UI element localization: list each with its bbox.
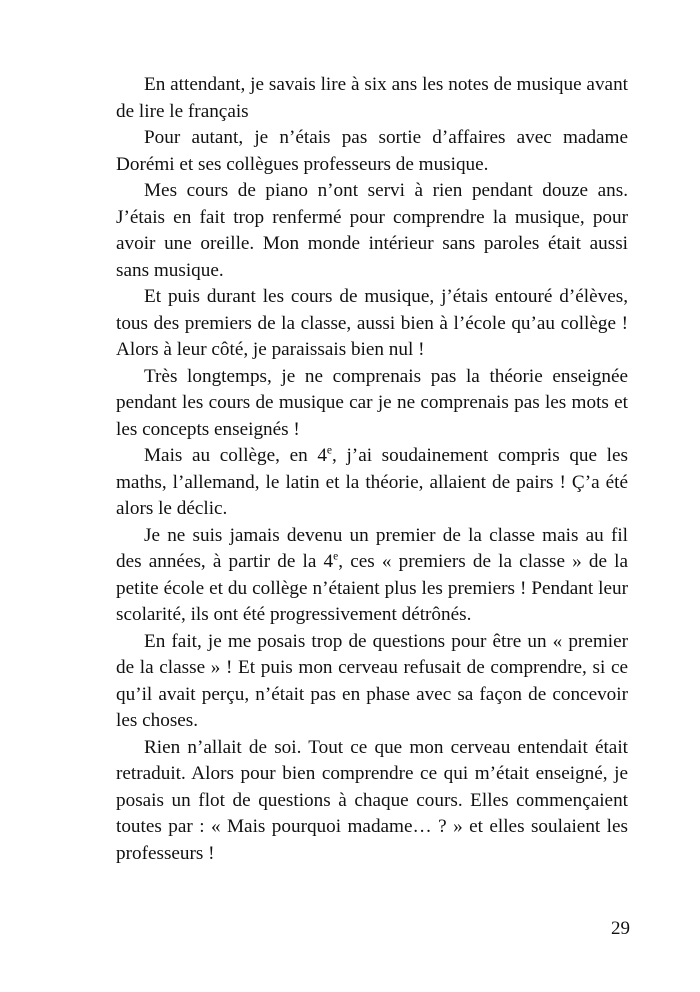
paragraph-7 <box>116 523 628 629</box>
paragraph-7-end: , ces « premiers de la classe » de la petite école et du collège n’étaient plus les premiers ! Pendant leur scolarité, ils ont été progressivement détrônés. <box>116 551 629 625</box>
paragraph-8: En fait, je me posais trop de questions pour être un « premier de la classe » ! Et puis mon cerveau refusait de comprendre, si ce qu’il avait perçu, n’était pas en phase avec sa façon de concevoir les choses. <box>116 630 628 731</box>
paragraph-4: Et puis durant les cours de musique, j’étais entouré d’élèves, tous des premiers de la classe, aussi bien à l’école qu’au collège ! Alors à leur côté, je paraissais bien nul ! <box>116 286 628 360</box>
paragraph-5: Très longtemps, je ne comprenais pas la théorie enseignée pendant les cours de musique car je ne comprenais pas les mots et les concepts enseignés ! <box>116 365 628 440</box>
ordinal-superscript: e <box>326 444 333 457</box>
paragraph-6 <box>116 443 628 523</box>
paragraph-3: Mes cours de piano n’ont servi à rien pendant douze ans. J’étais en fait trop renfermé pour comprendre la musique, pour avoir une oreille. Mon monde intérieur sans paroles était aussi sans musique. <box>116 180 628 281</box>
paragraph-7-start: Je ne suis jamais devenu un premier de la classe mais au fil des années, à partir de la 4 <box>116 524 628 572</box>
page-number: 29 <box>611 918 630 939</box>
page-body <box>116 72 628 867</box>
paragraph-2: Pour autant, je n’étais pas sortie d’affaires avec madame Dorémi et ses collègues professeurs de musique. <box>116 127 628 175</box>
ordinal-superscript: e <box>333 550 339 563</box>
paragraph-9: Rien n’allait de soi. Tout ce que mon cerveau entendait était retraduit. Alors pour bien comprendre ce qui m’était enseigné, je posais un flot de questions à chaque cours. Elles commençaient toutes par : « Mais pourquoi madame… ? » et elles soulaient les professeurs ! <box>116 736 628 864</box>
paragraph-6-end: , j’ai soudainement compris que les maths, l’allemand, le latin et la théorie, allaient de pairs ! Ç’a été alors le déclic. <box>116 445 628 519</box>
paragraph-1: En attendant, je savais lire à six ans les notes de musique avant de lire le français <box>116 74 628 122</box>
paragraph-6-start: Mais au collège, en 4 <box>144 445 327 466</box>
